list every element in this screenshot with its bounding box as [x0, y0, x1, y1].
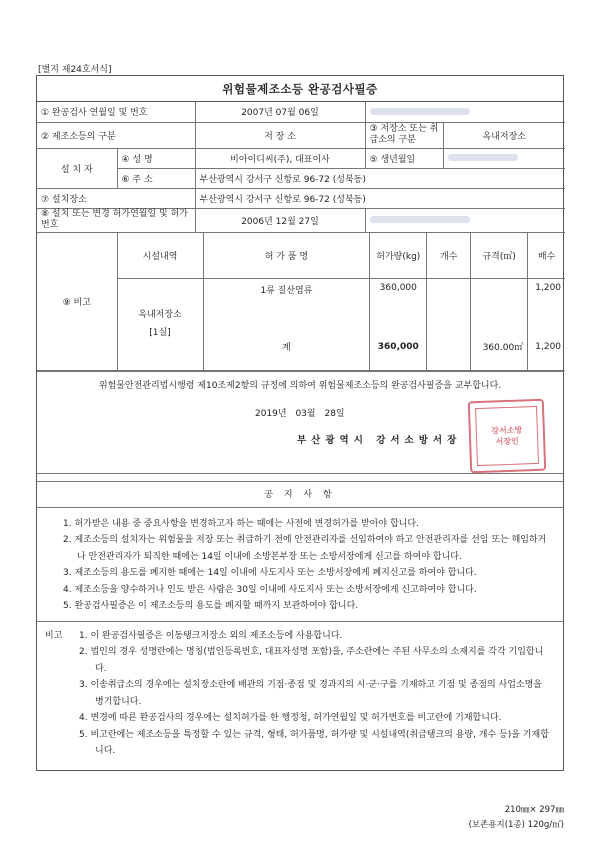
remark-item-5: 5. 비고란에는 제조소등을 특정할 수 있는 규격, 형태, 허가품명, 허가량 및 시설내역(취급탱크의 용량, 개수 등)을 기재합니다. — [79, 729, 549, 756]
site-label: ⑦ 설치장소 — [37, 188, 195, 208]
official-seal — [468, 398, 546, 473]
header-size: 규격(㎥) — [471, 233, 528, 279]
header-ratio: 배수 — [528, 233, 565, 279]
remark-detail — [117, 232, 565, 370]
redacted-permit-number — [365, 208, 565, 232]
facility-class-label: ② 제조소등의 구분 — [37, 122, 195, 148]
installer-label: 설 치 자 — [37, 148, 117, 188]
remarks-section — [37, 621, 563, 770]
storage-class-label: ③ 저장소 또는 취급소의 구분 — [365, 122, 443, 148]
site-value: 부산광역시 강서구 신항로 96-72 (성북동) — [195, 188, 565, 208]
redacted-birth — [443, 148, 565, 168]
form-number: [별지 제24호서식] — [38, 65, 112, 75]
issue-date: 2019년 03월 28일 — [255, 408, 345, 419]
remark-item-3: 3. 이송취급소의 경우에는 설치장소란에 배관의 기점·종점 및 경과지의 시·군·구를 기재하고 기점 및 종점의 사업소명을 병기합니다. — [79, 680, 542, 707]
header-count: 개수 — [427, 233, 471, 279]
total-size: 360.00㎥ — [471, 324, 528, 370]
name-value: 비아이디씨(주), 대표이사 — [195, 148, 365, 168]
remark-item-4: 4. 변경에 따른 완공검사의 경우에는 설치허가를 한 행정청, 허가연월일 및 허가번호를 비고란에 기재합니다. — [79, 713, 502, 723]
remarks-label: 비고 — [45, 630, 63, 641]
item-size — [471, 278, 528, 324]
notice-item-1: 1. 허가받은 내용 중 중요사항을 변경하고자 하는 때에는 사전에 변경허가를 받아야 합니다. — [63, 518, 419, 529]
notice-item-2: 2. 제조소등의 설치자는 위험물을 저장 또는 취급하기 전에 안전관리자를 선임하여야 하고 안전관리자를 선임 또는 해임하거나 안전관리자가 퇴직한 때에는 14일 이내에 소방본부장 또는 소방서장에게 신고를 하여야 합니다. — [63, 535, 547, 562]
permit-date: 2006년 12월 27일 — [195, 208, 365, 232]
remark-label: ⑨ 비고 — [37, 232, 117, 370]
total-ratio: 1,200 — [528, 324, 565, 370]
seal-text: 강서소방 서장인 — [475, 405, 539, 465]
item-count — [427, 278, 471, 324]
document-title: 위험물제조소등 완공검사필증 — [37, 76, 563, 102]
paper-size: 210㎜× 297㎜ — [504, 805, 564, 815]
certificate-sheet — [36, 75, 564, 771]
inspection-date-value: 2007년 07월 06일 — [195, 102, 365, 122]
redacted-number — [365, 102, 565, 122]
remark-item-2: 2. 법인의 경우 성명란에는 명칭(법인등록번호, 대표자성명 포함)을, 주소란에는 주된 사무소의 소재지를 각각 기입합니다. — [79, 647, 544, 674]
issue-statement: 위험물안전관리법시행령 제10조제2항의 규정에 의하여 위험물제조소등의 완공검사필증을 교부합니다. — [98, 380, 502, 391]
notice-item-3: 3. 제조소등의 용도를 폐지한 때에는 14일 이내에 사도지사 또는 소방서장에게 폐지신고를 하여야 합니다. — [63, 568, 477, 578]
total-count — [427, 324, 471, 370]
total-qty: 360,000 — [370, 324, 427, 370]
item-qty: 360,000 — [370, 278, 427, 324]
facility-cell — [118, 278, 204, 369]
issue-section — [37, 371, 563, 473]
address-value: 부산광역시 강서구 신항로 96-72 (성북동) — [195, 168, 565, 188]
remark-table — [118, 233, 566, 370]
facility-count: [1실] — [149, 328, 171, 339]
facility-name: 옥내저장소 — [138, 310, 182, 321]
header-facility: 시설내역 — [118, 233, 204, 279]
birth-label: ⑤ 생년월일 — [365, 148, 443, 168]
remark-item-1: 1. 이 완공검사필증은 이동탱크저장소 외의 제조소등에 사용합니다. — [79, 630, 343, 641]
paper-spec: (보존용지(1종) 120g/㎡) — [468, 820, 564, 830]
remarks-list — [47, 628, 553, 760]
total-label: 계 — [203, 324, 370, 370]
item-name: 1류 질산염류 — [203, 278, 370, 324]
name-label: ④ 성 명 — [117, 148, 195, 168]
notice-item-5: 5. 완공검사필증은 이 제조소등의 용도를 폐지할 때까지 보관하여야 합니다. — [63, 601, 359, 611]
notice-title: 공 지 사 항 — [37, 481, 563, 507]
issuing-authority: 부산광역시 강서소방서장 — [297, 434, 462, 446]
storage-class-value: 옥내저장소 — [443, 122, 565, 148]
address-label: ⑥ 주 소 — [117, 168, 195, 188]
permit-label: ⑧ 설치 또는 변경 허가연월일 및 허가번호 — [37, 208, 195, 232]
header-qty: 허가량(kg) — [370, 233, 427, 279]
info-table — [37, 102, 565, 371]
notice-list — [37, 507, 563, 621]
header-item: 허 가 품 명 — [203, 233, 370, 279]
notice-item-4: 4. 제조소등을 양수하거나 인도 받은 사람은 30일 이내에 사도지사 또는 소방서장에게 신고하여야 합니다. — [63, 584, 477, 595]
item-ratio: 1,200 — [528, 278, 565, 324]
facility-class-value: 저 장 소 — [195, 122, 365, 148]
inspection-date-label: ① 완공검사 연월일 및 번호 — [37, 102, 195, 122]
